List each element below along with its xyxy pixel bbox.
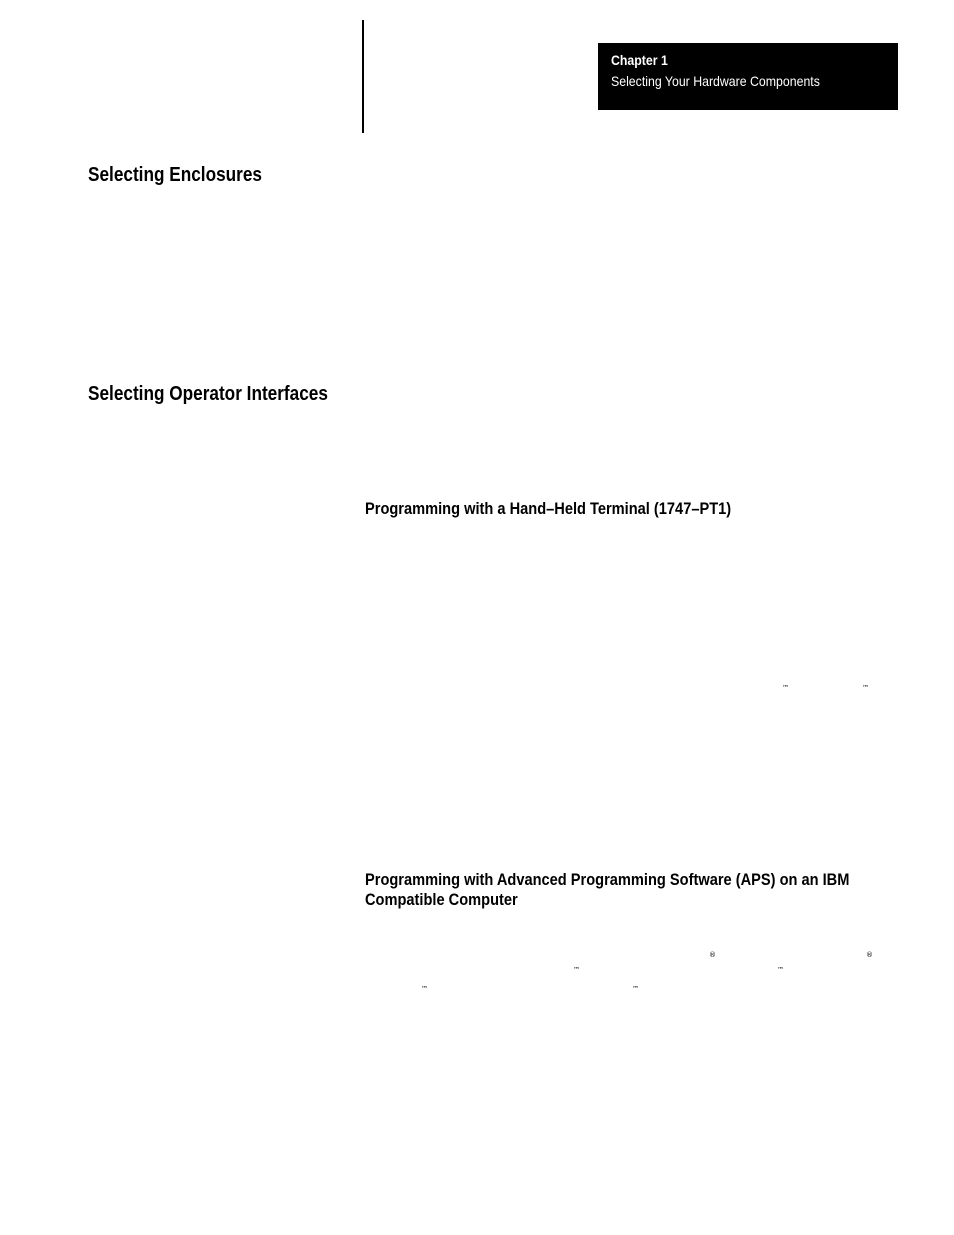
trademark-mark: ™ [573,966,580,974]
chapter-label: Chapter 1 [611,52,668,68]
selecting-operator-interfaces-heading: Selecting Operator Interfaces [88,383,328,405]
registered-mark: ® [866,951,873,959]
hand-held-terminal-heading: Programming with a Hand–Held Terminal (1747–PT1) [365,499,732,518]
trademark-mark: ™ [777,966,784,974]
registered-mark: ® [709,951,716,959]
chapter-header [598,43,898,110]
trademark-mark: ™ [862,684,869,692]
trademark-mark: ™ [421,985,428,993]
trademark-mark: ™ [632,985,639,993]
chapter-subtitle: Selecting Your Hardware Components [611,73,820,89]
selecting-enclosures-heading: Selecting Enclosures [88,164,262,186]
trademark-mark: ™ [782,684,789,692]
aps-heading: Programming with Advanced Programming Software (APS) on an IBM Compatible Computer [365,870,850,909]
margin-rule [362,20,364,133]
